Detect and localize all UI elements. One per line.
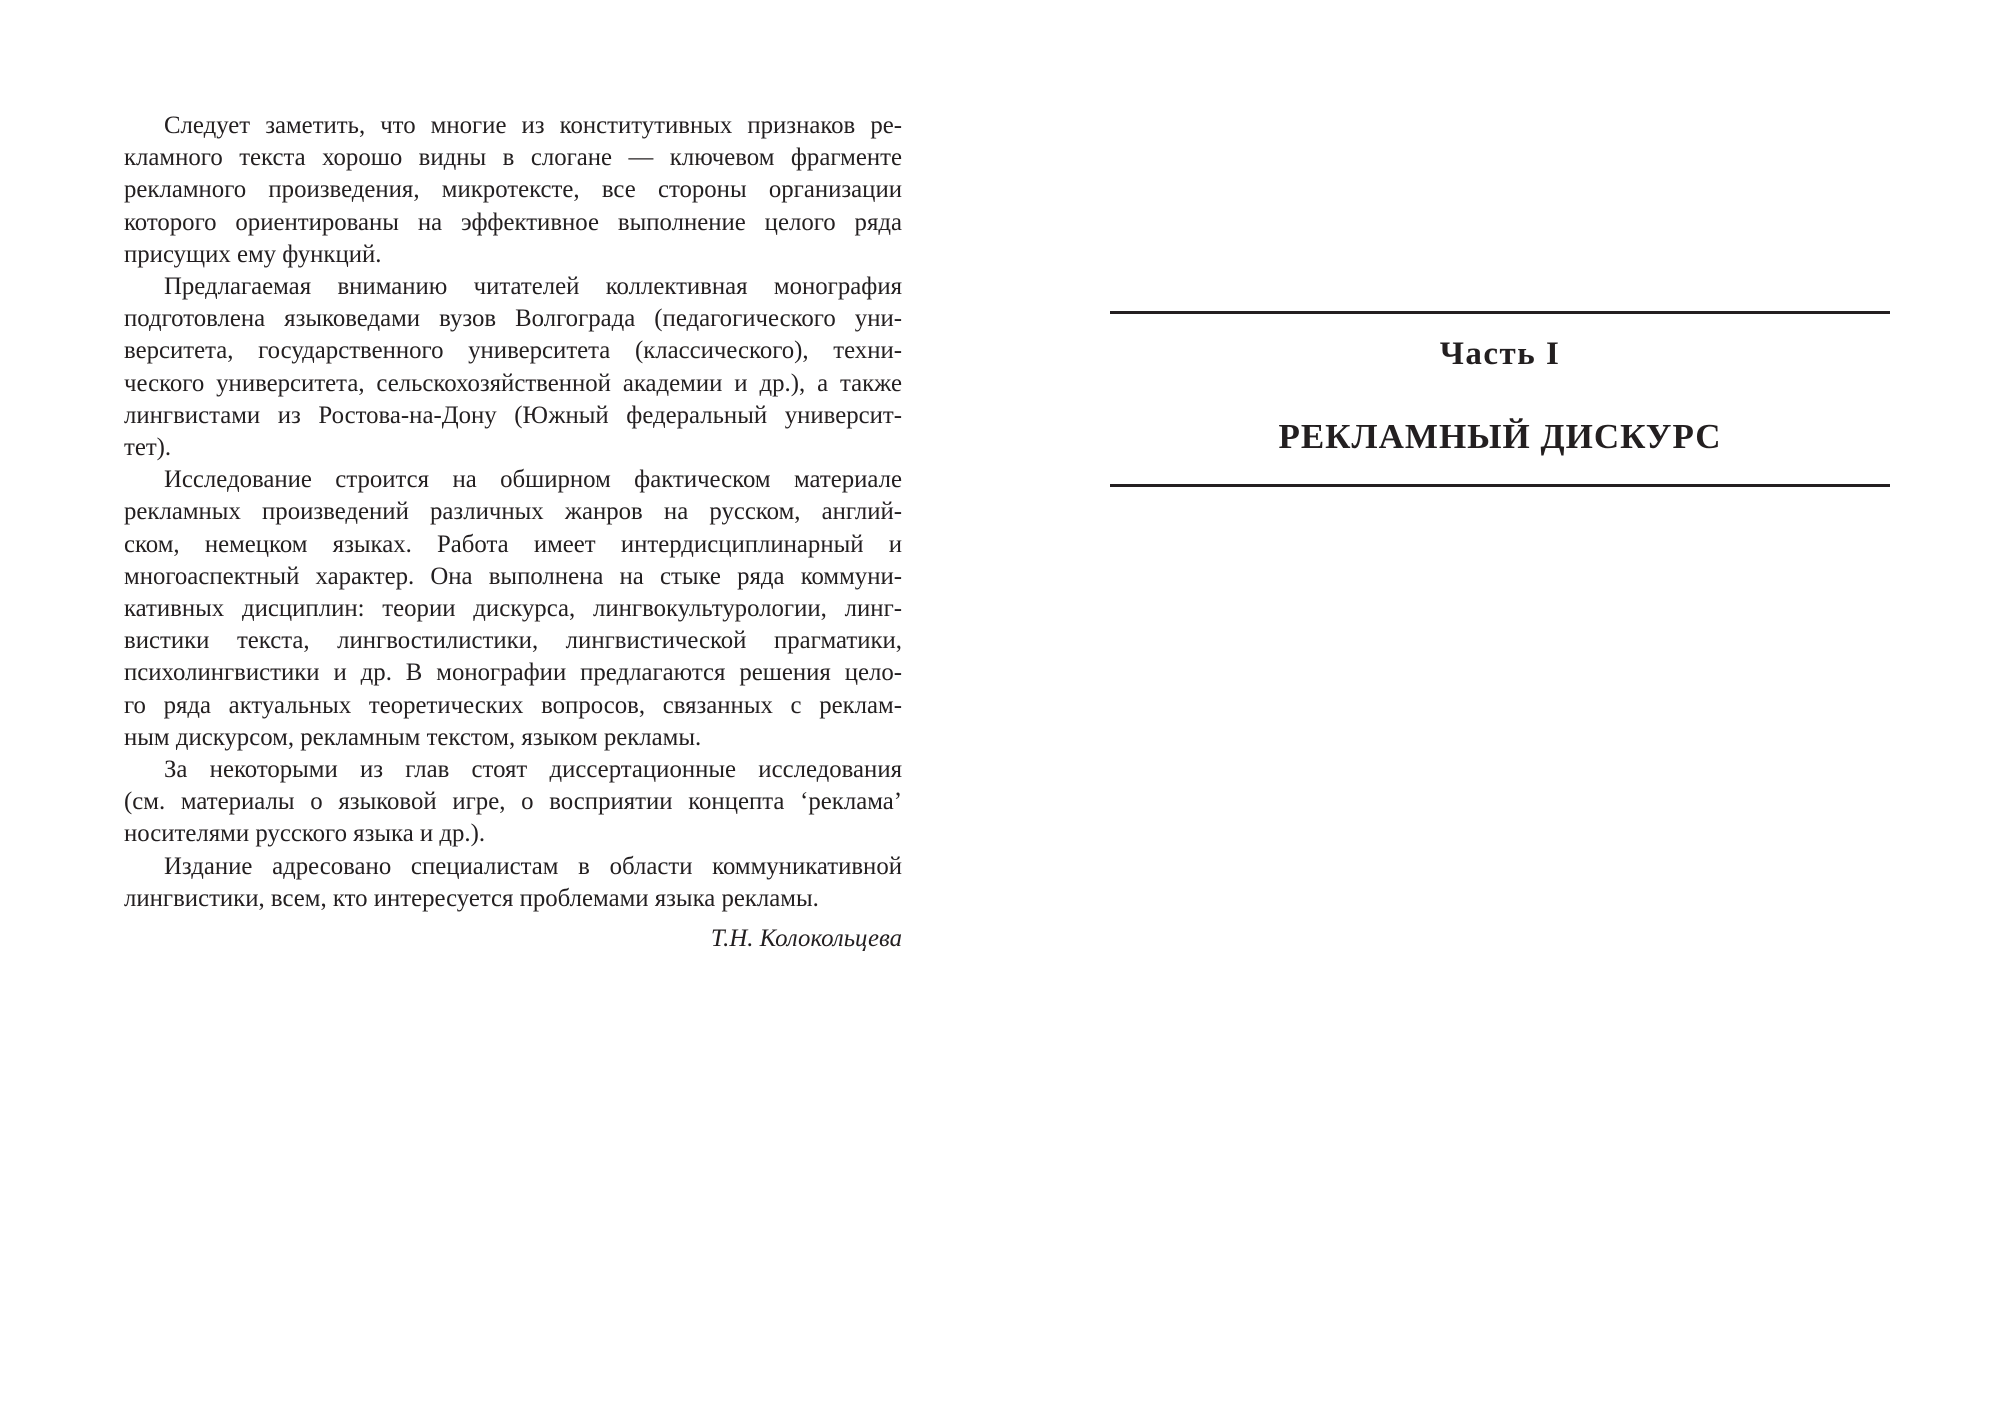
paragraph [124, 110, 902, 271]
text-line: носителями русского языка и др.). [124, 820, 486, 848]
text-line: верситета, государственного университета (классического), техни- [124, 337, 902, 365]
bottom-rule [1110, 484, 1890, 487]
text-line: присущих ему функций. [124, 240, 382, 268]
text-line: подготовлена языковедами вузов Волгограда (педагогического уни- [124, 305, 902, 333]
left-page [124, 110, 902, 955]
text-line: Предлагаемая вниманию читателей коллективная монография [164, 273, 902, 301]
text-line: го ряда актуальных теоретических вопросов, связанных с реклам- [124, 691, 902, 719]
paragraph [124, 464, 902, 754]
text-line: Следует заметить, что многие из конститутивных признаков ре- [164, 112, 902, 139]
text-line: (см. материалы о языковой игре, о восприятии концепта ‘реклама’ [124, 788, 902, 816]
text-line: рекламного произведения, микротексте, все стороны организации [124, 176, 902, 204]
text-line: многоаспектный характер. Она выполнена на стыке ряда коммуни- [124, 562, 902, 590]
text-line: ском, немецком языках. Работа имеет интердисциплинарный и [124, 530, 902, 558]
author-signature: Т.Н. Колокольцева [710, 925, 902, 953]
text-line: Издание адресовано специалистам в области коммуникативной [164, 852, 902, 880]
part-title: Часть I [1439, 336, 1561, 372]
text-line: психолингвистики и др. В монографии предлагаются решения цело- [124, 659, 902, 687]
text-line: рекламных произведений различных жанров на русском, англий- [124, 498, 902, 526]
text-line: ным дискурсом, рекламным текстом, языком рекламы. [124, 723, 702, 751]
text-line: тет). [124, 434, 172, 462]
text-line: За некоторыми из глав стоят диссертационные исследования [164, 756, 902, 784]
text-line: которого ориентированы на эффективное выполнение целого ряда [124, 208, 902, 236]
text-line: лингвистики, всем, кто интересуется проблемами языка рекламы. [124, 884, 819, 912]
section-title: РЕКЛАМНЫЙ ДИСКУРС [1278, 417, 1722, 456]
paragraphs [124, 110, 902, 915]
paragraph [124, 271, 902, 464]
paragraph [124, 754, 902, 851]
text-line: ческого университета, сельскохозяйственной академии и др.), а также [124, 369, 902, 397]
top-rule [1110, 311, 1890, 314]
text-line: лингвистами из Ростова-на-Дону (Южный федеральный университ- [124, 401, 902, 429]
paragraph [124, 851, 902, 915]
text-line: Исследование строится на обширном фактическом материале [164, 466, 902, 494]
text-line: кативных дисциплин: теории дискурса, лингвокультурологии, линг- [124, 595, 902, 623]
right-page [1110, 311, 1890, 487]
text-line: вистики текста, лингвостилистики, лингвистической прагматики, [124, 627, 902, 655]
text-line: кламного текста хорошо видны в слогане — ключевом фрагменте [124, 144, 902, 172]
